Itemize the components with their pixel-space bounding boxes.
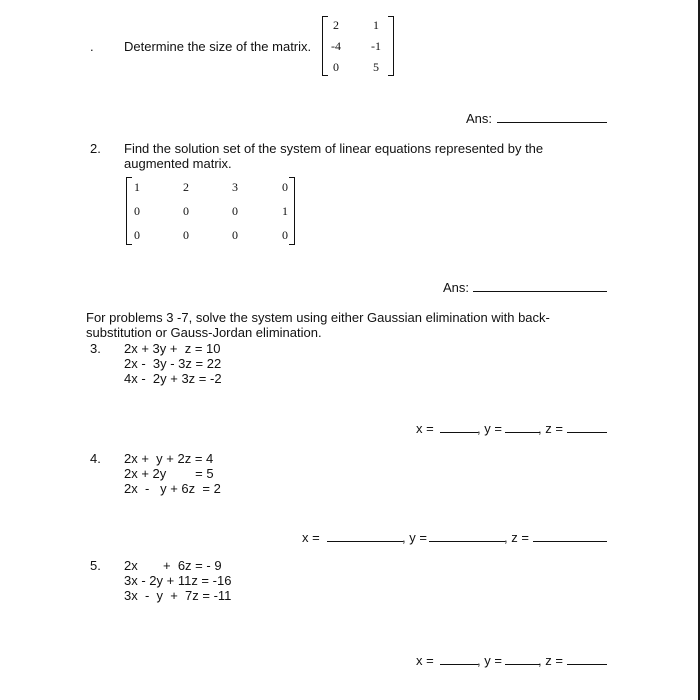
problem-3-number: 3. xyxy=(90,341,101,356)
matrix-cell: 0 xyxy=(232,204,238,218)
y-label: , y = xyxy=(402,530,427,545)
matrix-cell: 0 xyxy=(134,228,140,242)
z-label: , z = xyxy=(504,530,529,545)
matrix-cell: 2 xyxy=(183,180,189,194)
problem-3-equation-2: 2x - 3y - 3z = 22 xyxy=(124,356,222,371)
problem-2-text-line1: Find the solution set of the system of linear equations represented by the xyxy=(124,141,544,156)
problem-1-bullet: . xyxy=(90,39,94,54)
y-answer-blank[interactable] xyxy=(505,421,540,433)
problem-2-answer-blank[interactable] xyxy=(473,280,607,292)
y-answer-blank[interactable] xyxy=(429,530,505,542)
y-answer-blank[interactable] xyxy=(505,653,540,665)
matrix-right-bracket xyxy=(388,16,394,76)
matrix-cell: -4 xyxy=(331,39,341,53)
matrix-cell: 0 xyxy=(282,180,288,194)
x-answer-blank[interactable] xyxy=(327,530,403,542)
matrix-cell: 0 xyxy=(183,204,189,218)
instructions-line1: For problems 3 -7, solve the system using either Gaussian elimination with back- xyxy=(86,310,550,325)
matrix-cell: 1 xyxy=(134,180,140,194)
x-answer-blank[interactable] xyxy=(440,653,478,665)
problem-4-number: 4. xyxy=(90,451,101,466)
matrix-cell: 0 xyxy=(134,204,140,218)
matrix-cell: 2 xyxy=(333,18,339,32)
x-answer-blank[interactable] xyxy=(440,421,478,433)
z-label: , z = xyxy=(538,421,563,436)
problem-2-number: 2. xyxy=(90,141,101,156)
problem-3-equation-1: 2x + 3y + z = 10 xyxy=(124,341,221,356)
problem-5-equation-1: 2x + 6z = - 9 xyxy=(124,558,222,573)
z-label: , z = xyxy=(538,653,563,668)
problem-1-ans-label: Ans: xyxy=(466,111,493,126)
x-label: x = xyxy=(416,421,434,436)
z-answer-blank[interactable] xyxy=(567,421,607,433)
problem-5-number: 5. xyxy=(90,558,101,573)
matrix-cell: 0 xyxy=(282,228,288,242)
matrix-cell: 0 xyxy=(183,228,189,242)
matrix-cell: 1 xyxy=(282,204,288,218)
problem-2-text-line2: augmented matrix. xyxy=(124,156,232,171)
instructions-line2: substitution or Gauss-Jordan elimination. xyxy=(86,325,322,340)
y-label: , y = xyxy=(477,653,502,668)
problem-2-ans-label: Ans: xyxy=(443,280,470,295)
problem-1-answer-blank[interactable] xyxy=(497,111,607,123)
matrix-cell: 1 xyxy=(373,18,379,32)
z-answer-blank[interactable] xyxy=(533,530,607,542)
problem-4-equation-1: 2x + y + 2z = 4 xyxy=(124,451,214,466)
problem-5-equation-2: 3x - 2y + 11z = -16 xyxy=(124,573,232,588)
problem-4-equation-3: 2x - y + 6z = 2 xyxy=(124,481,221,496)
z-answer-blank[interactable] xyxy=(567,653,607,665)
problem-1-text: Determine the size of the matrix. xyxy=(124,39,312,54)
x-label: x = xyxy=(302,530,320,545)
matrix-cell: 0 xyxy=(333,60,339,74)
matrix-cell: 5 xyxy=(373,60,379,74)
x-label: x = xyxy=(416,653,434,668)
problem-4-equation-2: 2x + 2y = 5 xyxy=(124,466,214,481)
matrix-cell: -1 xyxy=(371,39,381,53)
problem-3-equation-3: 4x - 2y + 3z = -2 xyxy=(124,371,222,386)
matrix-cell: 0 xyxy=(232,228,238,242)
matrix-cell: 3 xyxy=(232,180,238,194)
problem-5-equation-3: 3x - y + 7z = -11 xyxy=(124,588,232,603)
y-label: , y = xyxy=(477,421,502,436)
